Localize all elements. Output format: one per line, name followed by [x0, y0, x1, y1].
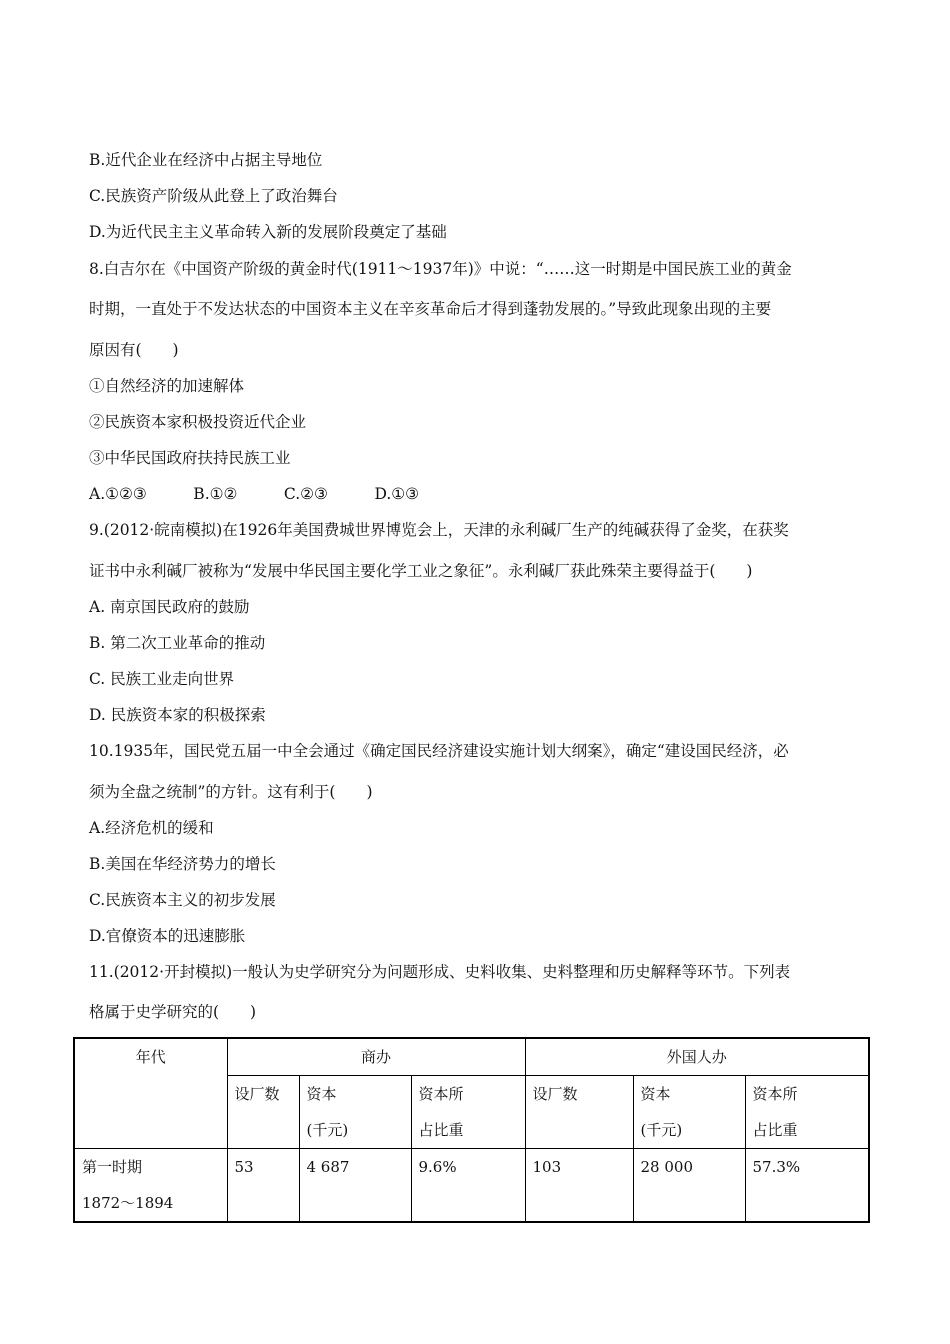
question-10-line-1: 10.1935年，国民党五届一中全会通过《确定国民经济建设实施计划大纲案》，确定“建设国民经济，必: [89, 742, 789, 760]
foreign-capital-cell: 28 000: [633, 1149, 745, 1223]
q9-option-b: B. 第二次工业革命的推动: [89, 634, 266, 652]
question-8-line-3: 原因有( ): [89, 341, 179, 359]
question-11-line-2: 格属于史学研究的( ): [89, 1003, 257, 1021]
option-b-q7: B.近代企业在经济中占据主导地位: [89, 151, 323, 169]
year-header-cell: 年代: [74, 1038, 227, 1149]
foreign-capital-header: 资本 (千元): [633, 1076, 745, 1149]
q10-option-b: B.美国在华经济势力的增长: [89, 855, 276, 873]
question-9-line-2: 证书中永利碱厂被称为“发展中华民国主要化学工业之象征”。永利碱厂获此殊荣主要得益于( ): [89, 562, 753, 580]
merchant-capital-share-header: 资本所 占比重: [411, 1076, 525, 1149]
q9-option-a: A. 南京国民政府的鼓励: [89, 598, 250, 616]
q8-statement-3: ③中华民国政府扶持民族工业: [89, 449, 291, 467]
q9-option-d: D. 民族资本家的积极探索: [89, 706, 266, 724]
q9-option-c: C. 民族工业走向世界: [89, 670, 235, 688]
question-9-line-1: 9.(2012·皖南模拟)在1926年美国费城世界博览会上，天津的永利碱厂生产的纯碱获得了金奖，在获奖: [89, 521, 789, 539]
question-8-line-1: 8.白吉尔在《中国资产阶级的黄金时代(1911～1937年)》中说：“……这一时期是中国民族工业的黄金: [89, 260, 792, 278]
q10-option-d: D.官僚资本的迅速膨胀: [89, 927, 246, 945]
foreign-factory-count-header: 设厂数: [525, 1076, 633, 1149]
merchant-run-header: 商办: [227, 1038, 525, 1076]
foreign-capital-share-cell: 57.3%: [745, 1149, 869, 1223]
question-8-line-2: 时期，一直处于不发达状态的中国资本主义在辛亥革命后才得到蓬勃发展的。”导致此现象出现的主要: [89, 300, 772, 318]
question-10-line-2: 须为全盘之统制”的方针。这有利于( ): [89, 783, 373, 801]
table-row: [74, 1149, 869, 1223]
q8-options: A.①②③ B.①② C.②③ D.①③: [89, 485, 420, 503]
q8-statement-2: ②民族资本家积极投资近代企业: [89, 413, 307, 431]
merchant-capital-share-cell: 9.6%: [411, 1149, 525, 1223]
q10-option-c: C.民族资本主义的初步发展: [89, 891, 276, 909]
q8-statement-1: ①自然经济的加速解体: [89, 377, 245, 395]
merchant-factory-count-cell: 53: [227, 1149, 299, 1223]
foreign-factory-count-cell: 103: [525, 1149, 633, 1223]
question-11-line-1: 11.(2012·开封模拟)一般认为史学研究分为问题形成、史料收集、史料整理和历史解释等环节。下列表: [89, 963, 791, 981]
period-cell: 第一时期 1872～1894: [74, 1149, 227, 1223]
foreign-run-header: 外国人办: [525, 1038, 869, 1076]
table-header-row-1: [74, 1038, 869, 1076]
merchant-factory-count-header: 设厂数: [227, 1076, 299, 1149]
option-d-q7: D.为近代民主主义革命转入新的发展阶段奠定了基础: [89, 223, 447, 241]
merchant-capital-header: 资本 (千元): [299, 1076, 411, 1149]
foreign-capital-share-header: 资本所 占比重: [745, 1076, 869, 1149]
factory-statistics-table: [73, 1037, 870, 1223]
option-c-q7: C.民族资产阶级从此登上了政治舞台: [89, 187, 338, 205]
merchant-capital-cell: 4 687: [299, 1149, 411, 1223]
q10-option-a: A.经济危机的缓和: [89, 819, 214, 837]
